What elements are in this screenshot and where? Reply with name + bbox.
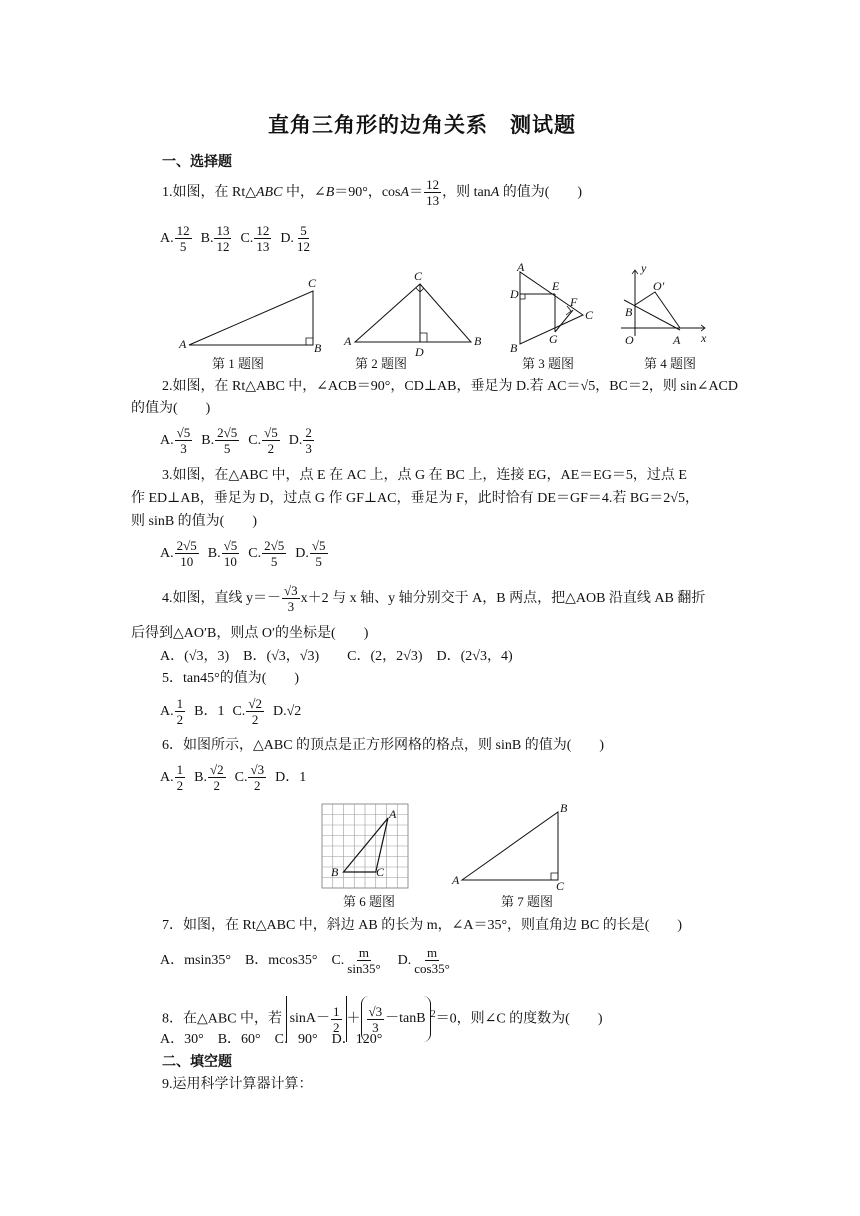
svg-text:A: A — [452, 873, 460, 887]
question-9-line-1: 9.运用科学计算器计算： — [162, 1077, 313, 1092]
svg-text:y: y — [641, 261, 647, 275]
question-3-options — [160, 536, 337, 572]
figure-4 — [621, 261, 707, 347]
option-3: D．1 — [275, 770, 307, 785]
svg-text:B: B — [625, 305, 633, 319]
svg-text:C: C — [585, 308, 594, 322]
caption-fig-3: 第 3 题图 — [522, 356, 575, 371]
section-heading-fill: 二、填空题 — [162, 1054, 232, 1070]
caption-fig-7: 第 7 题图 — [501, 894, 554, 909]
svg-text:A: A — [389, 807, 397, 821]
svg-text:D: D — [415, 345, 424, 359]
option-0: A. $\frac{1}{2}$ — [160, 762, 184, 794]
caption-fig-1: 第 1 题图 — [212, 356, 265, 371]
svg-text:C: C — [556, 879, 565, 893]
question-3-line-1: 3.如图，在△ABC 中，点 E 在 AC 上，点 G 在 BC 上，连接 EG，AE＝EG＝5，过点 E — [162, 468, 687, 483]
svg-text:D: D — [510, 287, 519, 301]
svg-text:C: C — [376, 865, 385, 879]
figures-row-2 — [320, 800, 580, 895]
option-0: A. $\frac{1}{2}$ — [160, 696, 184, 728]
question-2-line-2: 的值为( ) — [131, 401, 211, 416]
option-3: D. $\frac{5}{12}$ — [280, 223, 310, 255]
question-2-line-1: 2.如图，在 Rt△ABC 中，∠ACB＝90°，CD⊥AB，垂足为 D.若 AC＝√5，BC＝2，则 sin∠ACD — [162, 379, 739, 394]
svg-text:O: O — [625, 333, 634, 347]
figure-6-grid — [322, 804, 408, 888]
question-7-line-1: 7．如图，在 Rt△ABC 中，斜边 AB 的长为 m，∠A＝35°，则直角边 BC 的长是( ) — [162, 918, 683, 933]
question-1-options — [160, 222, 321, 256]
option-1: B. $\frac{2√5}{5}$ — [201, 425, 238, 457]
question-4-line-1: 4.如图，直线 y＝－ $\frac{√3}{3}$ x＋2 与 x 轴、y 轴分别交于 A，B 两点，把△AOB 沿直线 AB 翻折 — [162, 583, 706, 615]
option-2: C. $\frac{2√5}{5}$ — [248, 538, 285, 570]
question-3-line-3: 则 sinB 的值为( ) — [131, 514, 257, 529]
option-0: A. $\frac{2√5}{10}$ — [160, 538, 197, 570]
question-4-options: A．(√3，3) B．(√3，√3) C．(2，2√3) D．(2√3，4) — [160, 649, 513, 664]
option-3: D. $\frac{√5}{5}$ — [295, 538, 326, 570]
question-3-line-2: 作 ED⊥AB，垂足为 D，过点 G 作 GF⊥AC，垂足为 F，此时恰有 DE＝GF＝4.若 BG＝2√5， — [131, 491, 699, 506]
question-1: 1.如图，在 Rt△ABC 中，∠B＝90°，cosA＝ $\frac{12}{13}$ ，则 tanA 的值为( ) — [162, 177, 583, 209]
question-8-line-1: 8．在△ABC 中，若 sinA－ $\frac{1}{2}$ ＋ $\frac{√3}{3}$ －tanB $^2$＝0，则∠C 的度数为( ) — [162, 992, 603, 1043]
option-3: D.√2 — [272, 704, 302, 719]
question-7-options: A．msin35° B．mcos35° C. $\frac{m}{\sin 35^\circ}$ D. $\frac{m}{\cos 35^\circ}$ — [160, 945, 450, 977]
svg-text:C: C — [414, 269, 423, 283]
question-8-options: A．30° B．60° C．90° D．120° — [160, 1032, 383, 1047]
figures-row-1 — [175, 260, 735, 362]
option-1: B. $\frac{√5}{10}$ — [207, 538, 238, 570]
question-4-line-2: 后得到△AO′B，则点 O′的坐标是( ) — [131, 626, 369, 641]
caption-fig-6: 第 6 题图 — [343, 894, 396, 909]
option-3: D. $\frac{2}{3}$ — [288, 425, 312, 457]
svg-text:A: A — [517, 260, 525, 274]
section-heading-choice: 一、选择题 — [162, 154, 232, 170]
figure-7 — [451, 801, 568, 893]
svg-text:A: A — [344, 334, 352, 348]
svg-text:E: E — [552, 279, 560, 293]
svg-text:A: A — [179, 337, 187, 351]
svg-text:B: B — [510, 341, 518, 355]
option-2: C. $\frac{√5}{2}$ — [248, 425, 278, 457]
svg-text:B: B — [314, 341, 322, 355]
option-2: C. $\frac{√3}{2}$ — [234, 762, 265, 794]
option-0: A. $\frac{√5}{3}$ — [160, 425, 191, 457]
question-6-line-1: 6．如图所示，△ABC 的顶点是正方形网格的格点，则 sinB 的值为( ) — [162, 738, 605, 753]
svg-text:G: G — [549, 332, 558, 346]
caption-fig-4: 第 4 题图 — [644, 356, 697, 371]
page-title: 直角三角形的边角关系 测试题 — [268, 113, 576, 137]
question-6-options — [160, 760, 314, 796]
caption-fig-2: 第 2 题图 — [355, 356, 408, 371]
option-0: A. $\frac{12}{5}$ — [160, 223, 190, 255]
svg-text:B: B — [474, 334, 482, 348]
svg-text:C: C — [308, 276, 317, 290]
svg-text:B: B — [331, 865, 339, 879]
option-2: C. $\frac{√2}{2}$ — [232, 696, 262, 728]
question-5-options — [160, 694, 309, 730]
svg-text:F: F — [570, 295, 578, 309]
svg-text:O′: O′ — [653, 279, 665, 293]
figure-3 — [509, 260, 594, 355]
option-2: C. $\frac{12}{13}$ — [240, 223, 270, 255]
option-1: B. $\frac{√2}{2}$ — [194, 762, 224, 794]
figure-2 — [343, 269, 482, 359]
question-5-line-1: 5．tan45°的值为( ) — [162, 671, 300, 686]
option-1: B．1 — [194, 704, 225, 719]
question-2-options — [160, 423, 323, 459]
option-1: B. $\frac{13}{12}$ — [200, 223, 230, 255]
svg-text:B: B — [560, 801, 568, 815]
svg-text:x: x — [701, 331, 707, 345]
svg-text:A: A — [673, 333, 681, 347]
figure-1 — [178, 276, 322, 355]
